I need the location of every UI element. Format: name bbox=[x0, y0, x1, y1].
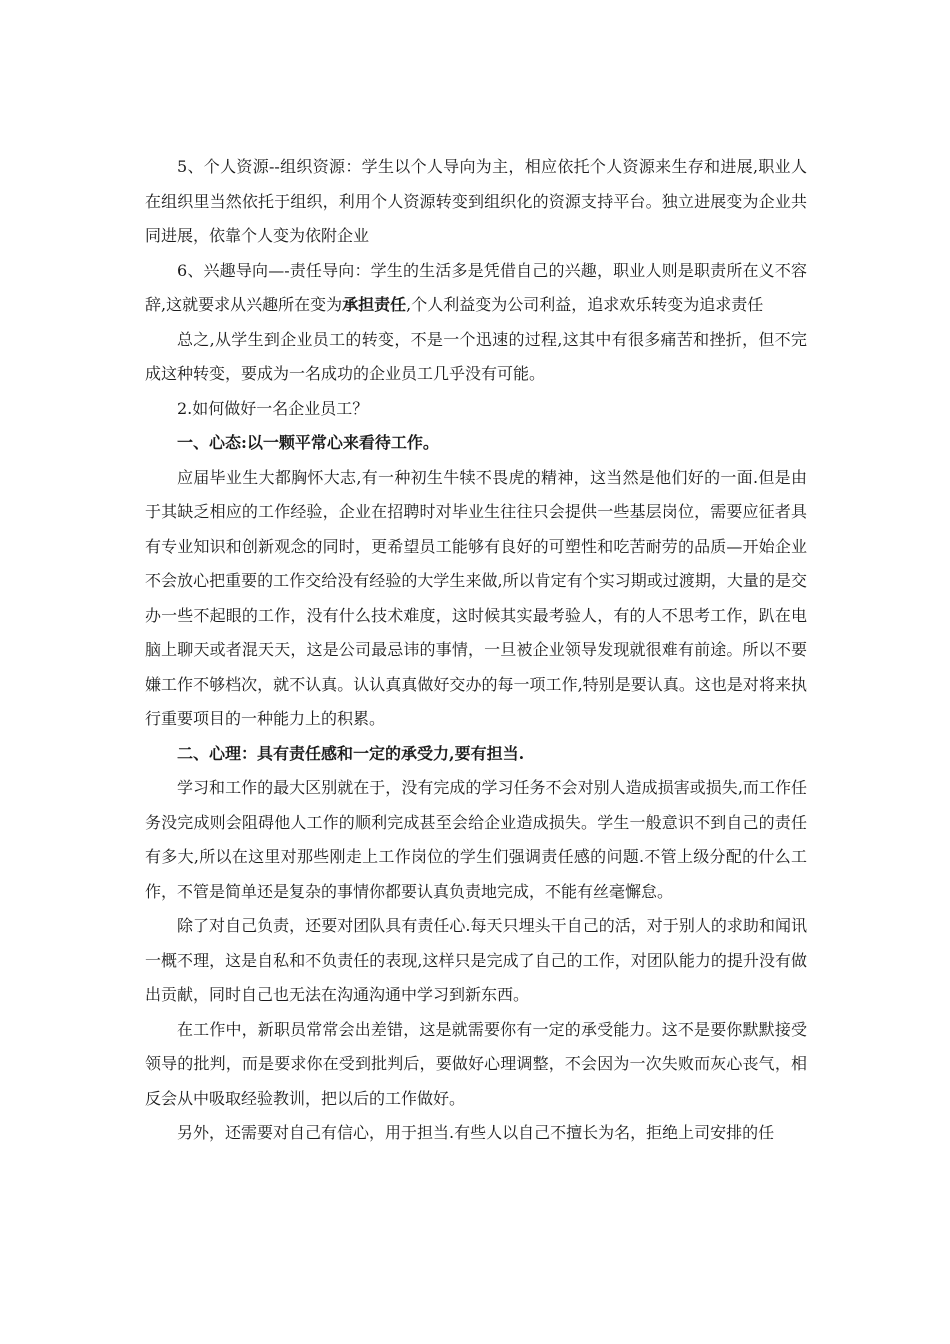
heading-mindset: 一、心态:以一颗平常心来看待工作。 bbox=[177, 433, 439, 452]
paragraph-team-responsibility: 除了对自己负责，还要对团队具有责任心.每天只埋头干自己的活，对于别人的求助和闻讯一概不理，这是自私和不负责任的表现,这样只是完成了自己的工作，对团队能力的提升没有做出贡献，同时自己也无法在沟通沟通中学习到新东西。 bbox=[145, 916, 807, 1004]
document-body bbox=[145, 150, 807, 1151]
paragraph-study-vs-work: 学习和工作的最大区别就在于，没有完成的学习任务不会对别人造成损害或损失,而工作任务没完成则会阻碍他人工作的顺利完成甚至会给企业造成损失。学生一般意识不到自己的责任有多大,所以在这里对那些刚走上工作岗位的学生们强调责任感的问题.不管上级分配的什么工作，不管是简单还是复杂的事情你都要认真负责地完成，不能有丝毫懈怠。 bbox=[145, 778, 807, 901]
paragraph-interest-text-b: ,个人利益变为公司利益，追求欢乐转变为追求责任 bbox=[406, 295, 764, 314]
paragraph-summary: 总之,从学生到企业员工的转变，不是一个迅速的过程,这其中有很多痛苦和挫折，但不完成这种转变，要成为一名成功的企业员工几乎没有可能。 bbox=[145, 329, 807, 383]
paragraph-confidence: 另外，还需要对自己有信心，用于担当.有些人以自己不擅长为名，拒绝上司安排的任 bbox=[177, 1123, 775, 1142]
heading-psychology: 二、心理：具有责任感和一定的承受力,要有担当. bbox=[177, 743, 525, 763]
emphasis-take-responsibility: 承担责任 bbox=[342, 295, 407, 314]
section-question-heading: 2.如何做好一名企业员工？ bbox=[177, 398, 369, 418]
paragraph-graduates: 应届毕业生大都胸怀大志,有一种初生牛犊不畏虎的精神，这当然是他们好的一面.但是由于其缺乏相应的工作经验，企业在招聘时对毕业生往往只会提供一些基层岗位，需要应征者具有专业知识和创新观念的同时，更希望员工能够有良好的可塑性和吃苦耐劳的品质—开始企业不会放心把重要的工作交给没有经验的大学生来做,所以肯定有个实习期或过渡期，大量的是交办一些不起眼的工作，没有什么技术难度，这时候其实最考验人，有的人不思考工作，趴在电脑上聊天或者混天天，这是公司最忌讳的事情，一旦被企业领导发现就很难有前途。所以不要嫌工作不够档次，就不认真。认认真真做好交办的每一项工作,特别是要认真。这也是对将来执行重要项目的一种能力上的积累。 bbox=[145, 467, 807, 728]
paragraph-endurance: 在工作中，新职员常常会出差错，这是就需要你有一定的承受能力。这不是要你默默接受领导的批判，而是要求你在受到批判后，要做好心理调整，不会因为一次失败而灰心丧气，相反会从中吸取经验教训，把以后的工作做好。 bbox=[145, 1019, 807, 1108]
paragraph-personal-resources: 5、个人资源--组织资源：学生以个人导向为主，相应依托个人资源来生存和进展,职业人在组织里当然依托于组织，利用个人资源转变到组织化的资源支持平台。独立进展变为企业共同进展，依靠个人变为依附企业 bbox=[145, 157, 807, 245]
paragraph-interest-orientation bbox=[145, 254, 807, 323]
paragraph-interest-text-a: 6、兴趣导向—-责任导向：学生的生活多是凭借自己的兴趣，职业人则是职责所在义不容辞,这就要求从兴趣所在变为 bbox=[145, 260, 807, 314]
